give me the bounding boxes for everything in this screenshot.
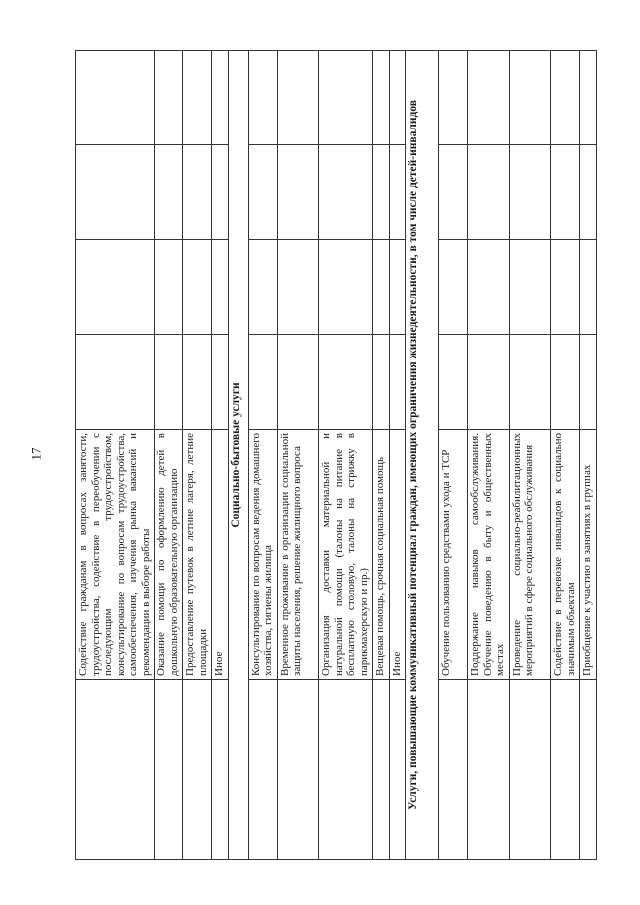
empty-cell [510, 240, 551, 335]
empty-cell [154, 145, 182, 240]
empty-cell [580, 240, 596, 335]
empty-cell [249, 680, 277, 860]
services-table [75, 50, 605, 860]
empty-cell [439, 50, 467, 145]
table-row [75, 50, 155, 860]
empty-cell [468, 145, 509, 240]
empty-cell [510, 335, 551, 430]
empty-cell [212, 145, 228, 240]
empty-cell [510, 680, 551, 860]
table-row [373, 50, 390, 860]
empty-cell [439, 240, 467, 335]
empty-cell [183, 50, 211, 145]
empty-cell [551, 50, 579, 145]
empty-cell [468, 50, 509, 145]
empty-cell [278, 50, 319, 145]
empty-cell [373, 335, 389, 430]
service-cell: Временное проживание в организации социальной защиты населения, решение жилищного вопроса [278, 430, 319, 680]
service-cell: Вещевая помощь, срочная социальная помощь [373, 430, 389, 680]
empty-cell [319, 145, 372, 240]
empty-cell [154, 335, 182, 430]
empty-cell [183, 145, 211, 240]
table-row [551, 50, 580, 860]
empty-cell [278, 145, 319, 240]
empty-cell [183, 680, 211, 860]
empty-cell [183, 240, 211, 335]
empty-cell [439, 335, 467, 430]
service-cell: Иное [212, 430, 228, 680]
empty-cell [212, 50, 228, 145]
empty-cell [212, 335, 228, 430]
service-cell: Иное [390, 430, 406, 680]
empty-cell [249, 145, 277, 240]
empty-cell [319, 50, 372, 145]
empty-cell [580, 680, 596, 860]
empty-cell [468, 240, 509, 335]
empty-cell [249, 240, 277, 335]
empty-cell [183, 335, 211, 430]
empty-cell [390, 240, 406, 335]
empty-cell [373, 680, 389, 860]
empty-cell [319, 335, 372, 430]
empty-cell [510, 145, 551, 240]
empty-cell [278, 240, 319, 335]
empty-cell [373, 145, 389, 240]
empty-cell [154, 50, 182, 145]
service-cell: Приобщение к участию в занятиях в группах [580, 430, 596, 680]
empty-cell [390, 50, 406, 145]
table-row [510, 50, 552, 860]
empty-cell [551, 240, 579, 335]
empty-cell [76, 240, 154, 335]
empty-cell [551, 680, 579, 860]
empty-cell [580, 50, 596, 145]
empty-cell [580, 145, 596, 240]
empty-cell [580, 335, 596, 430]
empty-cell [76, 335, 154, 430]
section-heading: Социально-бытовые услуги [229, 50, 248, 860]
section-heading-row [406, 50, 439, 860]
empty-cell [212, 240, 228, 335]
empty-cell [468, 335, 509, 430]
empty-cell [439, 145, 467, 240]
service-cell: Обучение пользованию средствами ухода и ТСР [439, 430, 467, 680]
empty-cell [373, 50, 389, 145]
page-number: 17 [28, 447, 44, 461]
section-heading: Услуги, повышающие коммуникативный потенциал граждан, имеющих ограничения жизнедеятельности, в том числе детей-инвалидов [406, 50, 438, 860]
empty-cell [76, 145, 154, 240]
empty-cell [510, 50, 551, 145]
empty-cell [212, 680, 228, 860]
table-row [278, 50, 320, 860]
service-cell: Содействие гражданам в вопросах занятости, трудоустройства, содействие в переобучении с последующим трудоустройством, консультирование по вопросам трудоустройства, самообеспечения, изучения рынка вакансий и рекомендации в выборе работы [76, 430, 154, 680]
empty-cell [373, 240, 389, 335]
table-row [183, 50, 212, 860]
service-cell: Проведение социально-реабилитационных мероприятий в сфере социального обслуживания [510, 430, 551, 680]
table-row [439, 50, 468, 860]
empty-cell [551, 145, 579, 240]
empty-cell [76, 680, 154, 860]
service-cell: Оказание помощи по оформлению детей в дошкольную образовательную организацию [154, 430, 182, 680]
empty-cell [76, 50, 154, 145]
empty-cell [249, 50, 277, 145]
empty-cell [319, 680, 372, 860]
empty-cell [249, 335, 277, 430]
service-cell: Поддержание навыков самообслуживания. Обучение поведению в быту и общественных местах [468, 430, 509, 680]
empty-cell [154, 680, 182, 860]
empty-cell [390, 680, 406, 860]
empty-cell [278, 335, 319, 430]
empty-cell [390, 335, 406, 430]
table-row [212, 50, 229, 860]
empty-cell [319, 240, 372, 335]
service-cell: Предоставление путевок в летние лагеря, летние площадки [183, 430, 211, 680]
table-row [319, 50, 373, 860]
table-row [154, 50, 183, 860]
service-cell: Содействие в перевозке инвалидов к социально значимым объектам [551, 430, 579, 680]
table-row [249, 50, 278, 860]
table-row [390, 50, 407, 860]
service-cell: Консультирование по вопросам ведения домашнего хозяйства, гигиены жилища [249, 430, 277, 680]
empty-cell [278, 680, 319, 860]
empty-cell [390, 145, 406, 240]
table-row [468, 50, 510, 860]
empty-cell [439, 680, 467, 860]
section-heading-row [229, 50, 249, 860]
table-row [580, 50, 597, 860]
empty-cell [551, 335, 579, 430]
empty-cell [468, 680, 509, 860]
empty-cell [154, 240, 182, 335]
service-cell: Организация доставки материальной и натуральной помощи (талоны на питание в бесплатную столовую, талоны на стрижку в парикмахерскую и пр.) [319, 430, 372, 680]
